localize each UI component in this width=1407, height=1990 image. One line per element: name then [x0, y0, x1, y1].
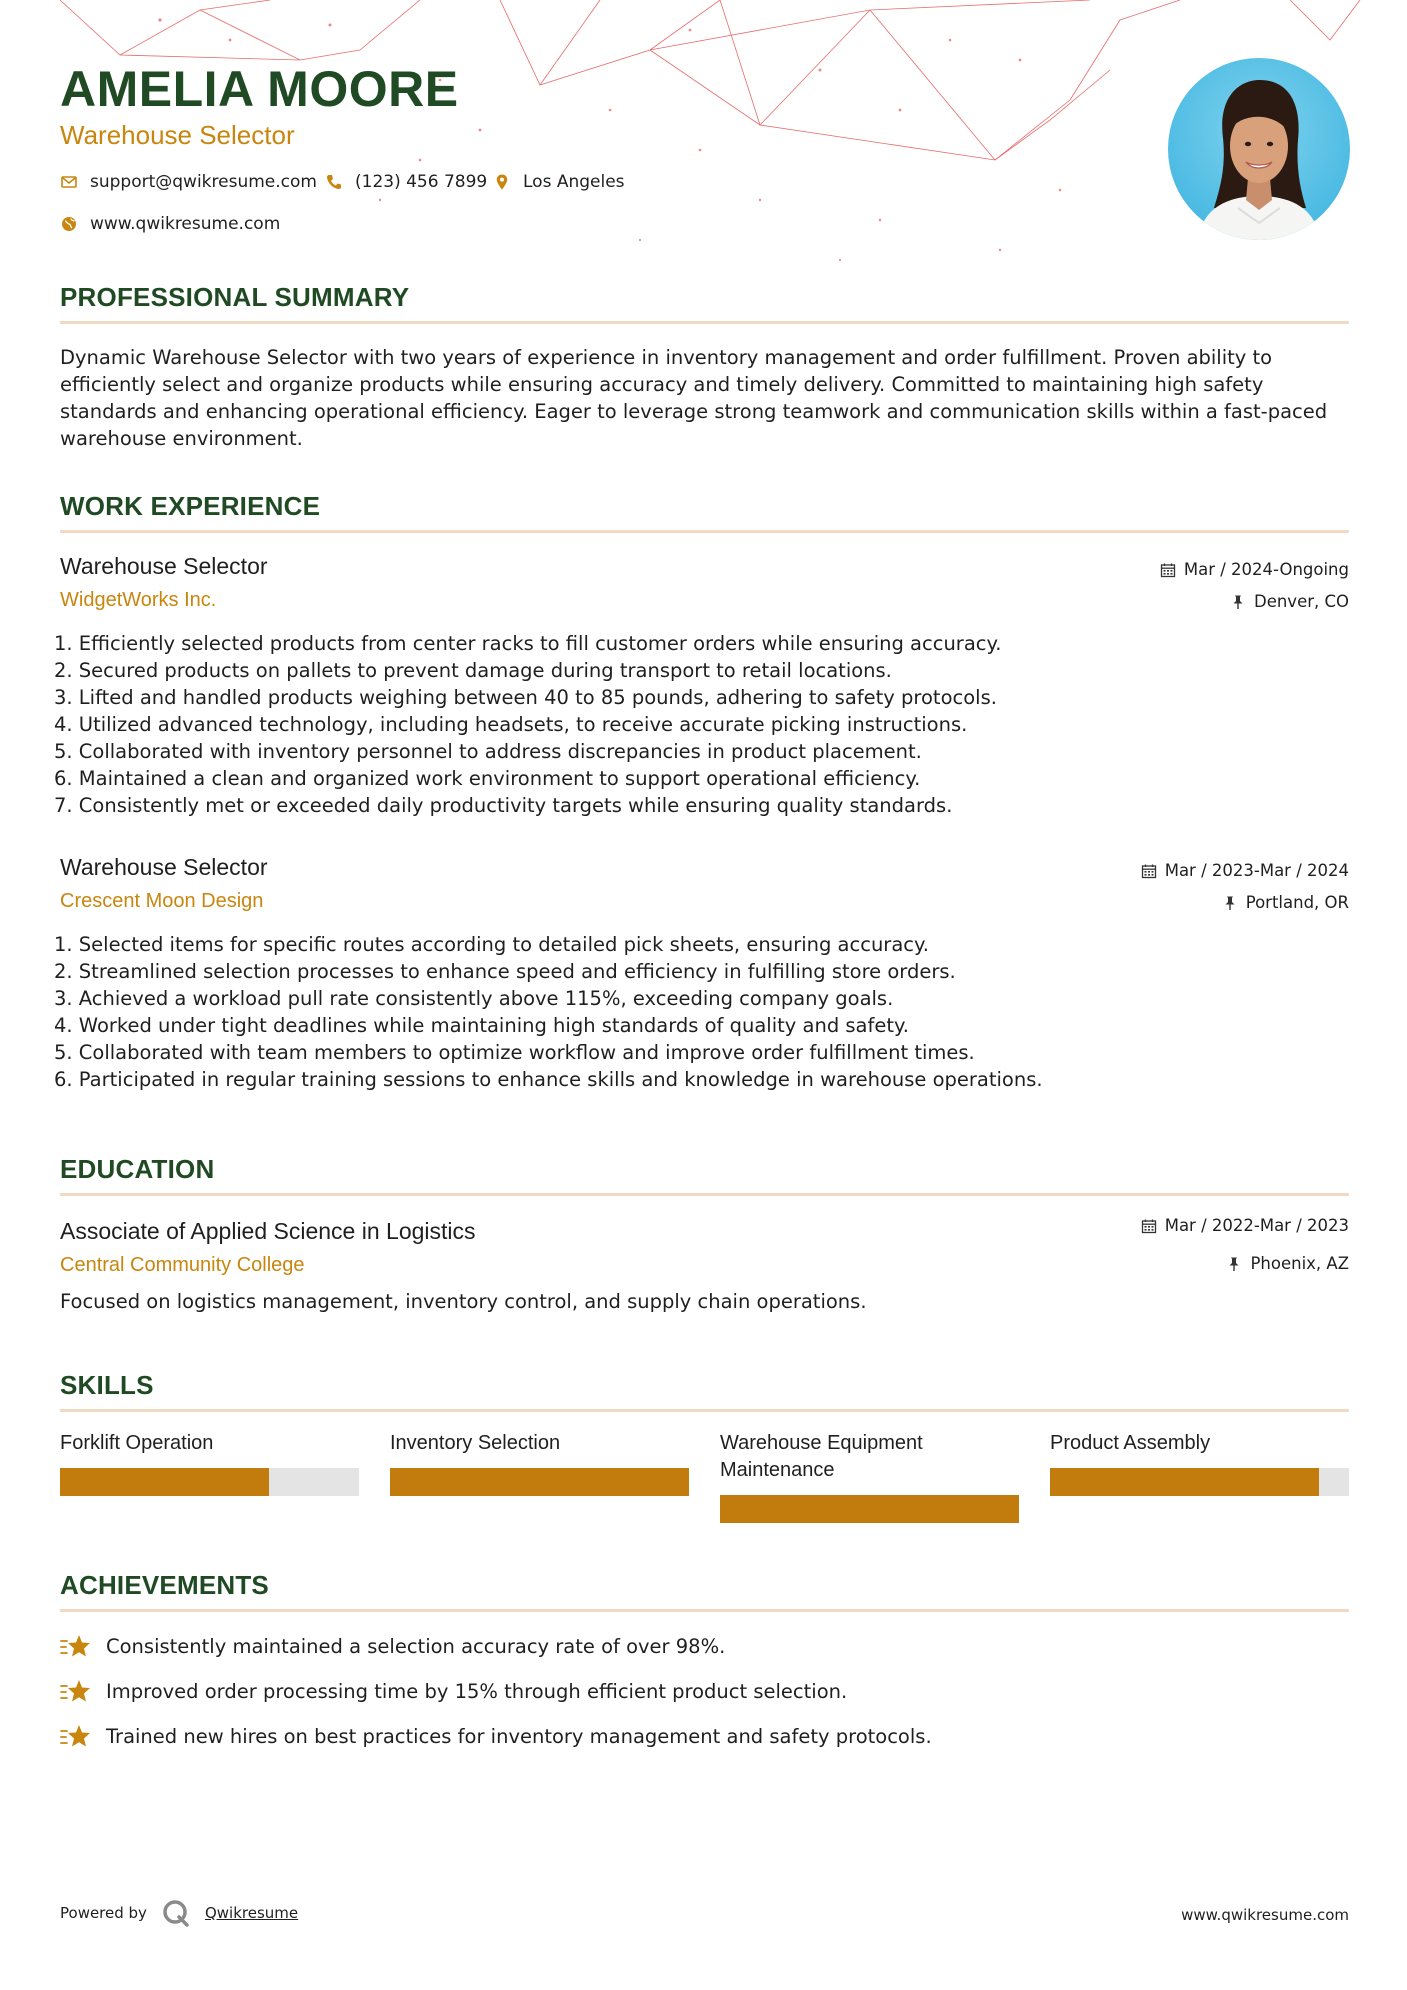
job-2-dates-text: Mar / 2023-Mar / 2024 [1164, 861, 1349, 880]
job-1-dates-text: Mar / 2024-Ongoing [1183, 560, 1349, 579]
star-icon [60, 1677, 92, 1705]
skill-fill [1050, 1468, 1319, 1496]
phone-text: (123) 456 7899 [355, 172, 488, 192]
list-item: 6. Participated in regular training sessions to enhance skills and knowledge in warehouse operations. [54, 1068, 1043, 1091]
contact-location [493, 172, 625, 192]
skill-name: Product Assembly [1050, 1432, 1211, 1454]
list-item: 6. Maintained a clean and organized work environment to support operational efficiency. [54, 767, 921, 790]
list-item: 5. Collaborated with team members to optimize workflow and improve order fulfillment times. [54, 1041, 975, 1064]
achievements-heading: ACHIEVEMENTS [60, 1570, 269, 1600]
list-item: 2. Secured products on pallets to prevent damage during transport to retail locations. [54, 659, 892, 682]
list-item: 7. Consistently met or exceeded daily productivity targets while ensuring quality standards. [54, 794, 953, 817]
skill-warehouse-equipment-maintenance [720, 1430, 1019, 1484]
job-1-title: Warehouse Selector [60, 553, 268, 579]
job-2-location-text: Portland, OR [1245, 893, 1349, 912]
skill-name: Inventory Selection [390, 1432, 561, 1454]
list-item: 4. Worked under tight deadlines while maintaining high standards of quality and safety. [54, 1014, 909, 1037]
achievement-item [60, 1677, 847, 1705]
education-location [1226, 1254, 1349, 1273]
achievements-rule [60, 1609, 1349, 1612]
skill-bar [1050, 1468, 1349, 1496]
contact-email[interactable] [60, 172, 317, 192]
summary-rule [60, 321, 1349, 324]
education-location-text: Phoenix, AZ [1250, 1254, 1349, 1273]
globe-icon [60, 215, 78, 233]
powered-by-label: Powered by [60, 1904, 147, 1922]
list-item: 4. Utilized advanced technology, including headsets, to receive accurate picking instructions. [54, 713, 968, 736]
list-item: 1. Efficiently selected products from center racks to fill customer orders while ensuring accuracy. [54, 632, 1002, 655]
education-school: Central Community College [60, 1254, 305, 1276]
achievement-text: Consistently maintained a selection accuracy rate of over 98%. [106, 1634, 726, 1658]
profile-photo [1168, 58, 1350, 240]
list-item: 3. Lifted and handled products weighing between 40 to 85 pounds, adhering to safety protocols. [54, 686, 997, 709]
achievement-text: Trained new hires on best practices for inventory management and safety protocols. [106, 1724, 932, 1748]
job-1-bullets [54, 630, 1349, 819]
job-2-bullets [54, 931, 1349, 1093]
envelope-icon [60, 173, 78, 191]
job-2-company: Crescent Moon Design [60, 890, 264, 912]
website-text: www.qwikresume.com [90, 214, 281, 234]
footer-website[interactable]: www.qwikresume.com [1181, 1906, 1349, 1924]
list-item: 1. Selected items for specific routes according to detailed pick sheets, ensuring accuracy. [54, 933, 929, 956]
list-item: 2. Streamlined selection processes to enhance speed and efficiency in fulfilling store orders. [54, 960, 956, 983]
skill-name: Forklift Operation [60, 1432, 214, 1454]
candidate-name: AMELIA MOORE [60, 61, 459, 117]
skill-name: Warehouse Equipment Maintenance [720, 1432, 923, 1481]
job-1-location [1230, 592, 1349, 611]
phone-icon [325, 173, 343, 191]
summary-text: Dynamic Warehouse Selector with two years of experience in inventory management and order fulfillment. Proven ability to efficiently select and organize products while ensuring accuracy and timely delivery. Committed to maintaining high safety standards and enhancing operational efficiency. Eager to leverage strong teamwork and communication skills within a fast-paced warehouse environment. [60, 346, 1328, 450]
skill-bar [720, 1495, 1019, 1523]
skill-fill [720, 1495, 1019, 1523]
job-1-company: WidgetWorks Inc. [60, 589, 217, 611]
skills-heading: SKILLS [60, 1370, 154, 1400]
education-dates [1141, 1216, 1349, 1235]
qwikresume-link[interactable]: Qwikresume [204, 1904, 299, 1922]
candidate-role: Warehouse Selector [60, 120, 295, 150]
skill-bar [390, 1468, 689, 1496]
map-pin-icon [493, 173, 511, 191]
pushpin-icon [1226, 1256, 1242, 1272]
location-text: Los Angeles [523, 172, 625, 192]
achievement-item [60, 1722, 932, 1750]
skill-inventory-selection [390, 1430, 689, 1457]
skill-fill [60, 1468, 269, 1496]
skill-forklift-operation [60, 1430, 359, 1457]
calendar-icon [1141, 1218, 1157, 1234]
calendar-icon [1141, 863, 1157, 879]
calendar-icon [1160, 562, 1176, 578]
contact-website[interactable] [60, 214, 280, 234]
summary-heading: PROFESSIONAL SUMMARY [60, 282, 410, 312]
education-heading: EDUCATION [60, 1154, 215, 1184]
job-1-location-text: Denver, CO [1253, 592, 1349, 611]
achievement-text: Improved order processing time by 15% through efficient product selection. [106, 1679, 848, 1703]
education-description: Focused on logistics management, inventory control, and supply chain operations. [60, 1290, 867, 1313]
list-item: 3. Achieved a workload pull rate consistently above 115%, exceeding company goals. [54, 987, 894, 1010]
pushpin-icon [1222, 895, 1238, 911]
skill-product-assembly [1050, 1430, 1349, 1457]
experience-heading: WORK EXPERIENCE [60, 491, 321, 521]
skill-bar [60, 1468, 359, 1496]
education-dates-text: Mar / 2022-Mar / 2023 [1164, 1216, 1349, 1235]
job-2-title: Warehouse Selector [60, 854, 268, 880]
skills-rule [60, 1409, 1349, 1412]
qwikresume-logo-icon [161, 1898, 191, 1928]
pushpin-icon [1230, 594, 1246, 610]
contact-phone[interactable] [325, 172, 487, 192]
job-1-dates [1160, 560, 1349, 579]
job-2-location [1222, 893, 1349, 912]
experience-rule [60, 530, 1349, 533]
footer-powered-by [60, 1898, 298, 1928]
skill-fill [390, 1468, 689, 1496]
list-item: 5. Collaborated with inventory personnel to address discrepancies in product placement. [54, 740, 922, 763]
email-text: support@qwikresume.com [90, 172, 317, 192]
star-icon [60, 1632, 92, 1660]
education-rule [60, 1193, 1349, 1196]
education-degree: Associate of Applied Science in Logistics [60, 1218, 476, 1244]
star-icon [60, 1722, 92, 1750]
achievement-item [60, 1632, 725, 1660]
job-2-dates [1141, 861, 1349, 880]
